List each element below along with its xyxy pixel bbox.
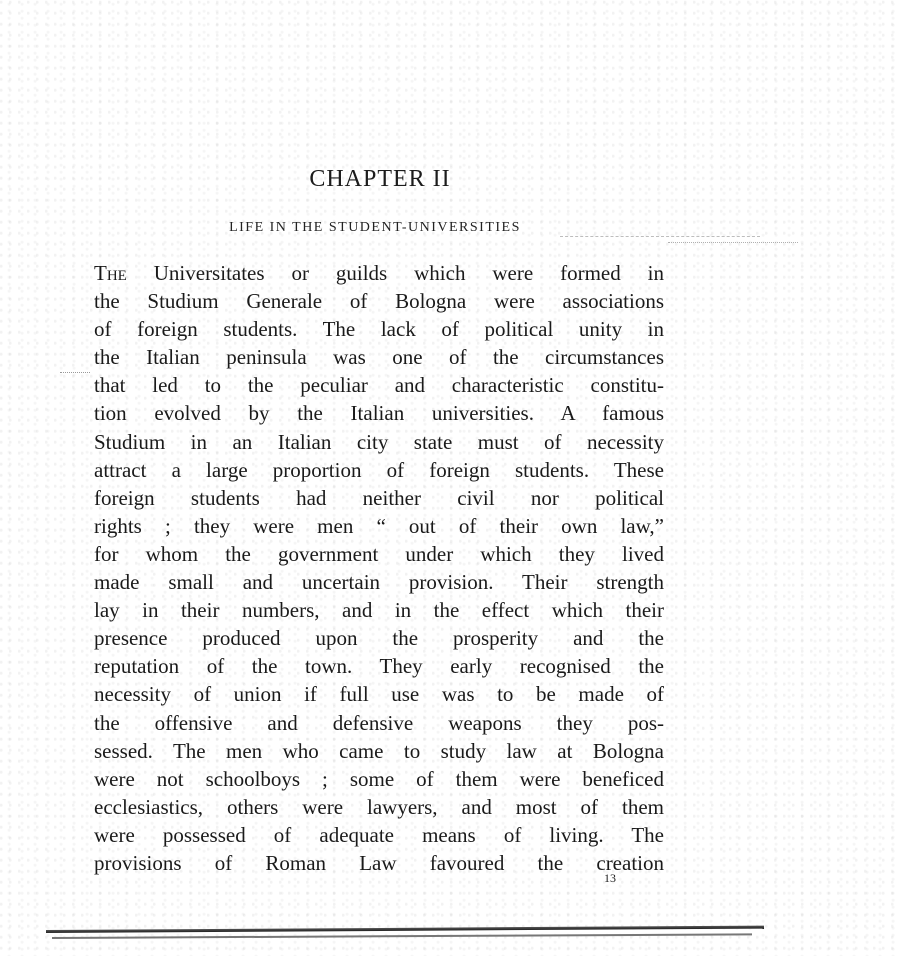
text-line: were possessed of adequate means of living. The — [94, 822, 664, 847]
text-line: sessed. The men who came to study law at Bologna — [94, 738, 664, 763]
scan-artifact-dash-left — [60, 372, 90, 373]
text-line: the Italian peninsula was one of the circumstances — [94, 345, 664, 370]
text-line: ecclesiastics, others were lawyers, and most of them — [94, 794, 664, 819]
opening-small-caps: The — [94, 261, 127, 285]
text-line: tion evolved by the Italian universities. A famous — [94, 401, 664, 426]
text-line: made small and uncertain provision. Their strength — [94, 570, 664, 595]
text-line: of foreign students. The lack of political unity in — [94, 317, 664, 342]
text-line: were not schoolboys ; some of them were beneficed — [94, 766, 664, 791]
text-line: rights ; they were men “ out of their own law,” — [94, 513, 664, 538]
text-line: Studium in an Italian city state must of necessity — [94, 429, 664, 454]
text-line: the Studium Generale of Bologna were associations — [94, 289, 664, 314]
page-edge-shadow — [46, 926, 764, 933]
text-line: reputation of the town. They early recognised the — [94, 654, 664, 679]
text-line: foreign students had neither civil nor political — [94, 485, 664, 510]
text-line-content: Universitates or guilds which were formed in — [126, 261, 664, 285]
page-number: 13 — [604, 871, 616, 885]
text-line: necessity of union if full use was to be made of — [94, 682, 664, 707]
scan-artifact-rule — [560, 236, 760, 237]
page-edge-shadow-lower — [52, 933, 752, 939]
text-line: attract a large proportion of foreign students. These — [94, 457, 664, 482]
text-line — [94, 259, 664, 287]
text-line: provisions of Roman Law favoured the creation — [94, 850, 664, 875]
text-line: for whom the government under which they lived — [94, 541, 664, 566]
chapter-subtitle: LIFE IN THE STUDENT-UNIVERSITIES — [229, 220, 521, 235]
text-line: that led to the peculiar and characteristic constitu- — [94, 373, 664, 398]
chapter-heading: CHAPTER II — [309, 166, 451, 192]
body-paragraph — [94, 259, 664, 877]
text-line: presence produced upon the prosperity and the — [94, 626, 664, 651]
text-line: lay in their numbers, and in the effect which their — [94, 598, 664, 623]
text-line: the offensive and defensive weapons they pos- — [94, 710, 664, 735]
scan-artifact-dash — [668, 242, 798, 243]
